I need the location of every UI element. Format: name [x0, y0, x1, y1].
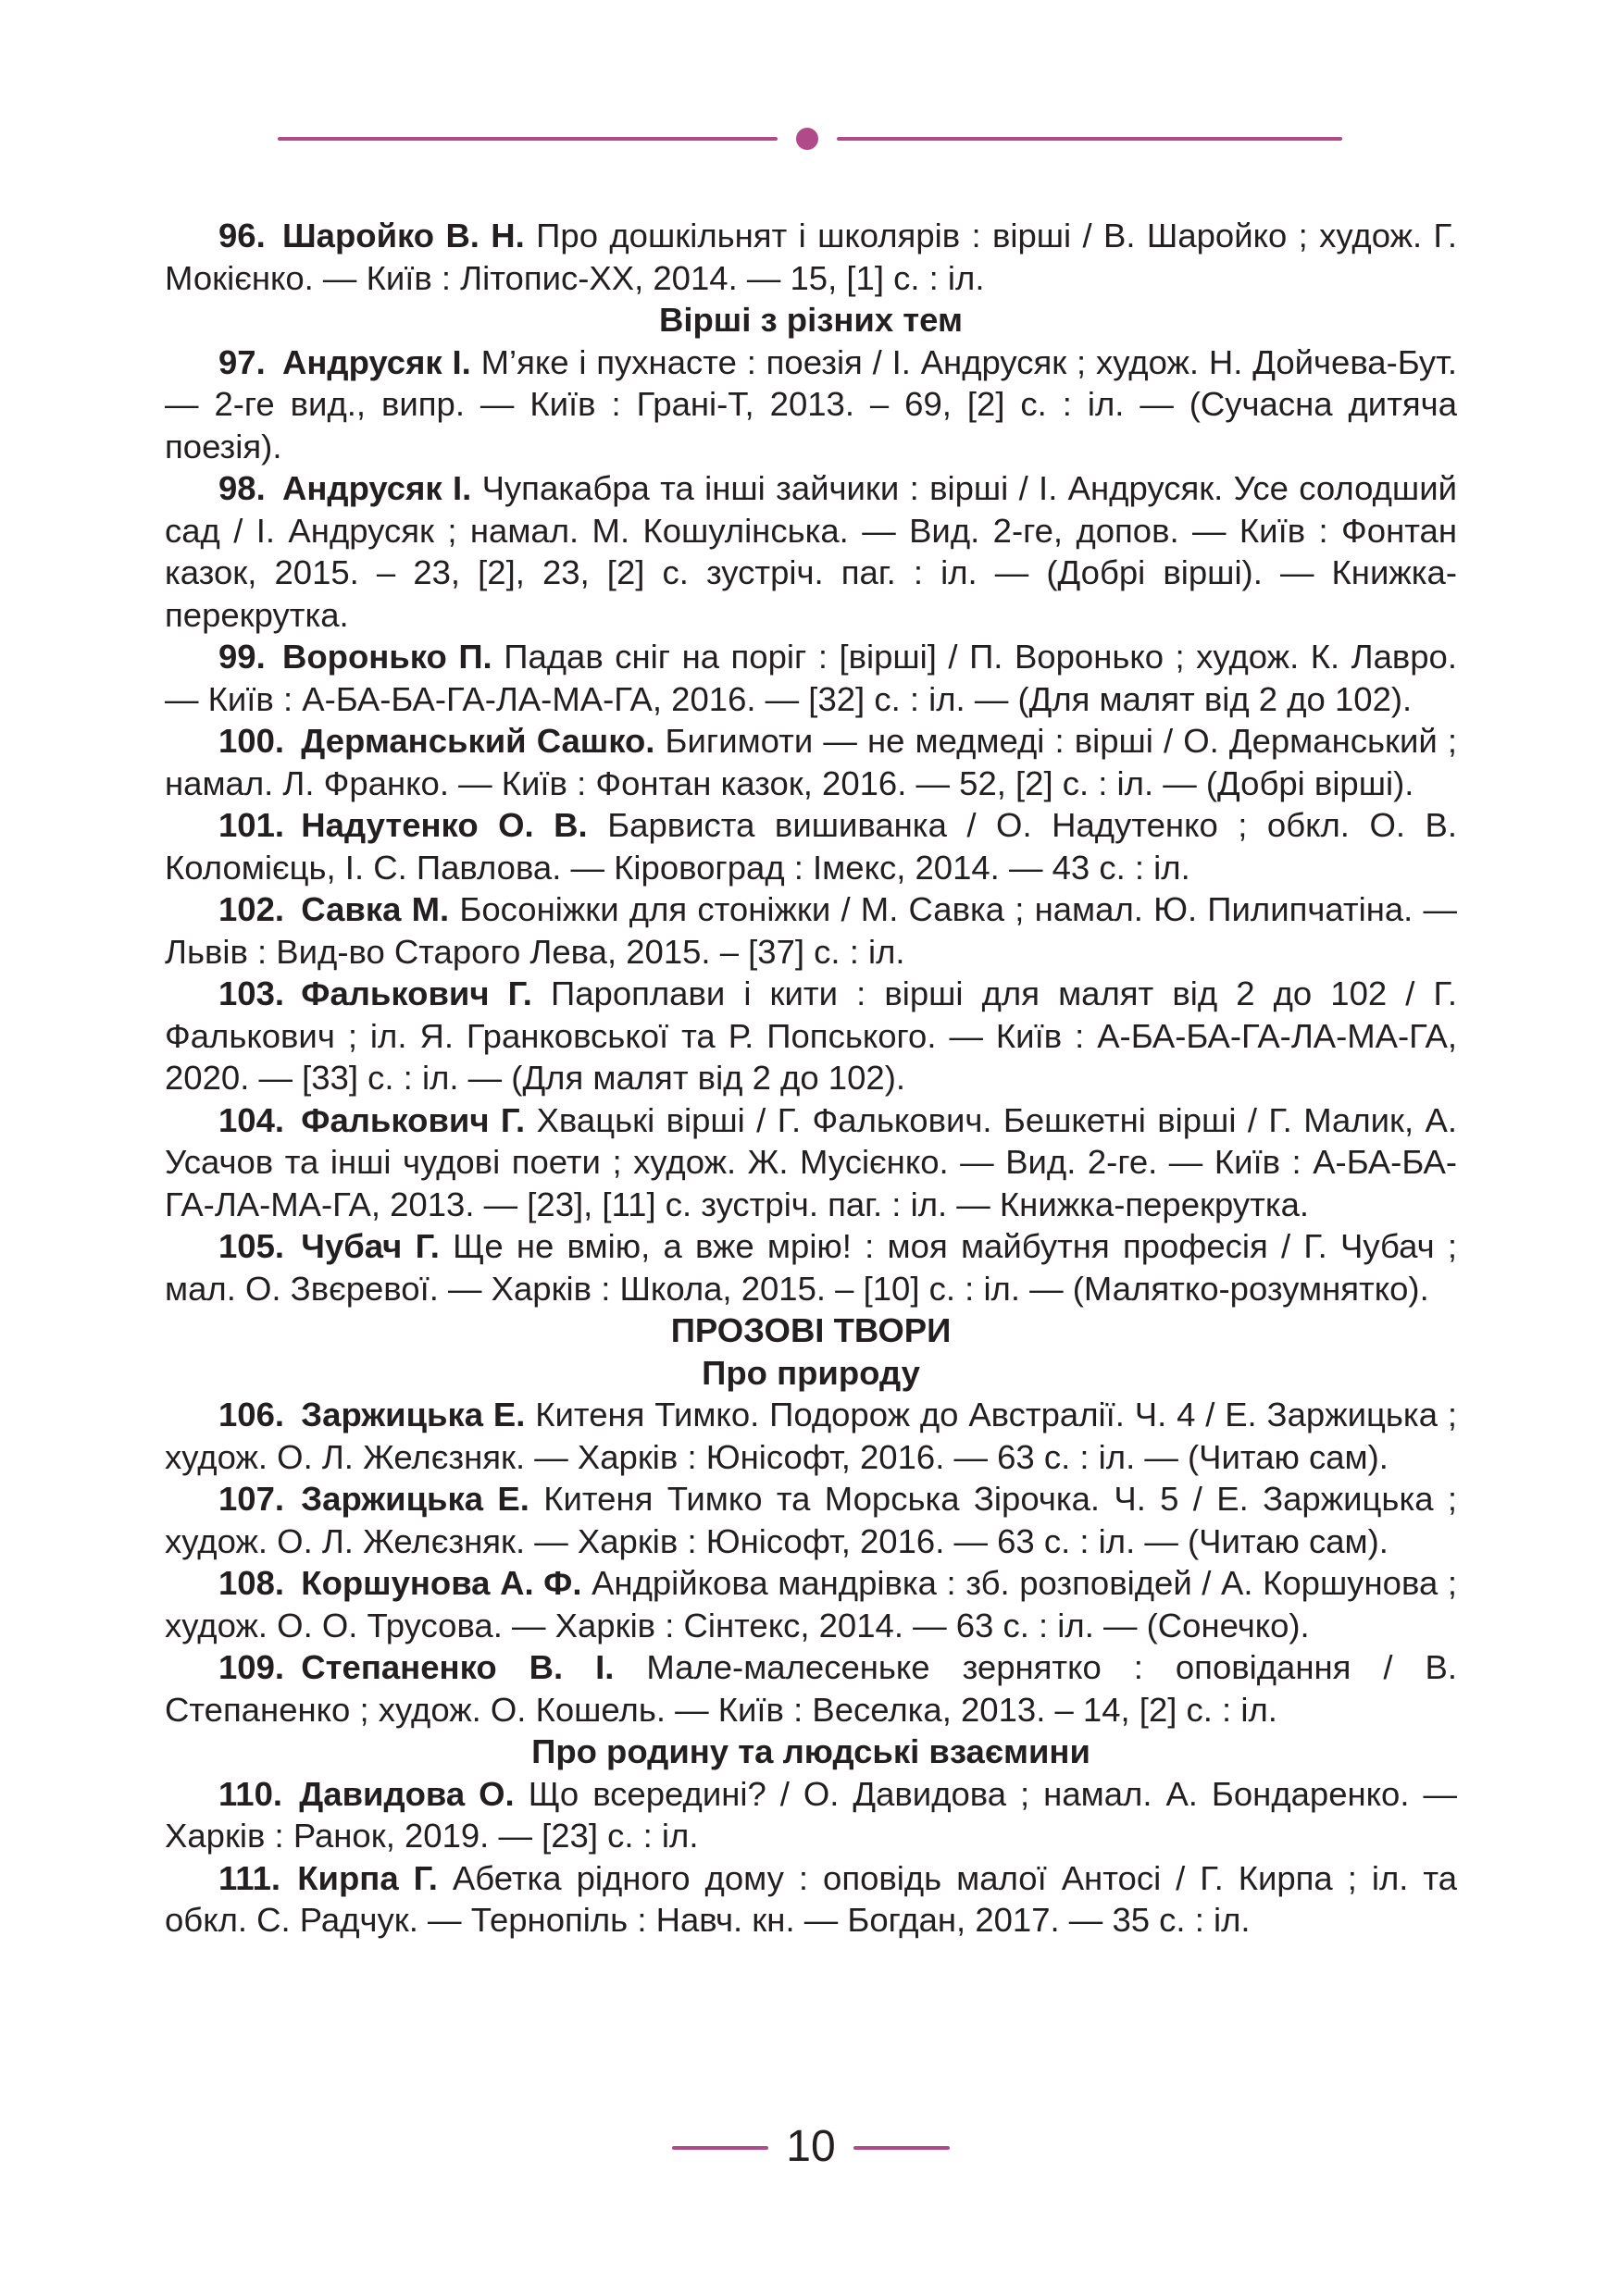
- bibliography-entry: [165, 1099, 1457, 1226]
- entry-description: Падав сніг на поріг : [вірші] / П. Воронько ; худож. К. Лавро. — Київ : А-БА-БА-ГА-ЛА-МА-ГА, 2016. — [32] с. : іл. — (Для малят від 2 до 102).: [165, 638, 1457, 718]
- entry-description: Китеня Тимко та Морська Зірочка. Ч. 5 / Е. Заржицька ; худож. О. Л. Желєзняк. — Харків : Юнісофт, 2016. — 63 с. : іл. — (Читаю сам).: [165, 1480, 1457, 1560]
- entry-number: 109.: [218, 1648, 285, 1686]
- bibliography-entry: [165, 1857, 1457, 1942]
- entry-author: Чубач Г.: [301, 1227, 440, 1265]
- entry-author: Надутенко О. В.: [301, 806, 588, 844]
- entry-author: Андрусяк І.: [282, 342, 471, 381]
- ornament-line-right: [837, 137, 1342, 141]
- entry-description: Пароплави і кити : вірші для малят від 2 до 102 / Г. Фалькович ; іл. Я. Гранковської та Р. Попського. — Київ : А-БА-БА-ГА-ЛА-МА-ГА, 2020. — [33] с. : іл. — (Для малят від 2 до 102).: [165, 974, 1457, 1097]
- entry-author: Давидова О.: [299, 1774, 515, 1813]
- section-heading: ПРОЗОВІ ТВОРИ: [670, 1311, 952, 1349]
- entry-description: Хвацькі вірші / Г. Фалькович. Бешкетні вірші / Г. Малик, А. Усачов та інші чудові поети ; худож. Ж. Мусієнко. — Вид. 2-ге. — Київ : А-БА-БА-ГА-ЛА-МА-ГА, 2013. — [23], [11] с. зустріч. паг. : іл. — Книжка-перекрутка.: [165, 1100, 1457, 1223]
- footer-line-right: [853, 2146, 950, 2150]
- entry-description: М’яке і пухнасте : поезія / І. Андрусяк ; худож. Н. Дойчева-Бут. — 2-ге вид., випр. — Київ : Грані-Т, 2013. – 69, [2] с. : іл. — (Сучасна дитяча поезія).: [165, 342, 1457, 465]
- entry-number: 99.: [218, 638, 266, 676]
- bibliography-entry: [165, 1225, 1457, 1309]
- entry-author: Степаненко В. І.: [301, 1648, 615, 1686]
- entry-description: Про дошкільнят і школярів : вірші / В. Шаройко ; худож. Г. Мокієнко. — Київ : Літопис-ХХ, 2014. — 15, [1] с. : іл.: [165, 217, 1457, 297]
- entry-description: Бигимоти — не медмеді : вірші / О. Дерманський ; намал. Л. Франко. — Київ : Фонтан казок, 2016. — 52, [2] с. : іл. — (Добрі вірші).: [165, 722, 1457, 802]
- entry-group-a: [165, 215, 1457, 299]
- bibliography-entry: [165, 1478, 1457, 1562]
- bibliography-entry: [165, 720, 1457, 804]
- entry-number: 106.: [218, 1396, 285, 1433]
- entry-author: Заржицька Е.: [301, 1480, 529, 1518]
- entry-number: 101.: [218, 806, 285, 844]
- entry-group-b: [165, 341, 1457, 1310]
- bibliography-entry: [165, 1394, 1457, 1478]
- bibliography-entry: [165, 341, 1457, 468]
- entry-number: 96.: [218, 217, 266, 254]
- entry-author: Савка М.: [301, 890, 450, 928]
- entry-description: Мале-малесеньке зернятко : оповідання / В. Степаненко ; худож. О. Кошель. — Київ : Веселка, 2013. – 14, [2] с. : іл.: [165, 1648, 1457, 1729]
- page-footer: [0, 2119, 1619, 2175]
- page-number: 10: [786, 2122, 836, 2171]
- entry-description: Ще не вмію, а вже мрію! : моя майбутня професія / Г. Чубач ; мал. О. Звєревої. — Харків : Школа, 2015. – [10] с. : іл. — (Малятко-розумнятко).: [165, 1227, 1457, 1308]
- entry-author: Андрусяк І.: [282, 469, 472, 507]
- entry-author: Шаройко В. Н.: [282, 217, 525, 254]
- entry-description: Босоніжки для стоніжки / М. Савка ; намал. Ю. Пилипчатіна. — Львів : Вид-во Старого Лева, 2015. – [37] с. : іл.: [165, 890, 1457, 971]
- footer-line-left: [672, 2146, 768, 2150]
- entry-number: 110.: [218, 1774, 283, 1813]
- section-subheading: Про природу: [702, 1353, 920, 1392]
- ornament-dot: [796, 128, 818, 150]
- entry-description: Абетка рідного дому : оповідь малої Антосі / Г. Кирпа ; іл. та обкл. С. Радчук. — Тернопіль : Навч. кн. — Богдан, 2017. — 35 с. : іл.: [165, 1858, 1457, 1939]
- entry-description: Андрійкова мандрівка : зб. розповідей / А. Коршунова ; худож. О. О. Трусова. — Харків : Сінтекс, 2014. — 63 с. : іл. — (Сонечко).: [165, 1564, 1457, 1644]
- entry-description: Барвиста вишиванка / О. Надутенко ; обкл. О. В. Коломієць, І. С. Павлова. — Кіровоград : Імекс, 2014. — 43 с. : іл.: [165, 806, 1457, 887]
- section-heading: Вірші з різних тем: [659, 301, 963, 339]
- entry-description: Чупакабра та інші зайчики : вірші / І. Андрусяк. Усе солодший сад / І. Андрусяк ; намал. М. Кошулінська. — Вид. 2-ге, допов. — Київ : Фонтан казок, 2015. – 23, [2], 23, [2] с. зустріч. паг. : іл. — (Добрі вірші). — Книжка-перекрутка.: [165, 469, 1457, 634]
- entry-number: 102.: [218, 890, 285, 928]
- entry-author: Фалькович Г.: [301, 974, 532, 1012]
- entry-number: 98.: [218, 469, 266, 507]
- entry-number: 108.: [218, 1564, 285, 1602]
- bibliography-list: [165, 215, 1457, 1942]
- bibliography-entry: [165, 467, 1457, 636]
- bibliography-entry: [165, 888, 1457, 973]
- entry-description: Що всередині? / О. Давидова ; намал. А. Бондаренко. — Харків : Ранок, 2019. — [23] с. : іл.: [165, 1774, 1457, 1855]
- entry-author: Дерманський Сашко.: [301, 722, 655, 760]
- ornament-line-left: [278, 137, 778, 141]
- entry-number: 104.: [218, 1100, 285, 1139]
- entry-number: 103.: [218, 974, 285, 1012]
- entry-number: 111.: [218, 1858, 281, 1897]
- entry-number: 105.: [218, 1227, 285, 1265]
- bibliography-entry: [165, 1646, 1457, 1731]
- bibliography-entry: [165, 973, 1457, 1099]
- entry-author: Заржицька Е.: [301, 1396, 526, 1433]
- bibliography-entry: [165, 215, 1457, 299]
- bibliography-entry: [165, 636, 1457, 720]
- section-subheading: Про родину та людські взаємини: [531, 1732, 1090, 1770]
- entry-group-d: [165, 1773, 1457, 1942]
- entry-author: Воронько П.: [282, 638, 492, 676]
- entry-author: Коршунова А. Ф.: [301, 1564, 582, 1602]
- entry-group-c: [165, 1394, 1457, 1731]
- bibliography-entry: [165, 1562, 1457, 1646]
- bibliography-entry: [165, 804, 1457, 888]
- top-ornament: [278, 128, 1342, 150]
- entry-description: Китеня Тимко. Подорож до Австралії. Ч. 4 / Е. Заржицька ; худож. О. Л. Желєзняк. — Харків : Юнісофт, 2016. — 63 с. : іл. — (Читаю сам).: [165, 1396, 1457, 1476]
- entry-author: Фалькович Г.: [301, 1100, 526, 1139]
- entry-number: 97.: [218, 342, 266, 381]
- entry-number: 107.: [218, 1480, 285, 1518]
- entry-author: Кирпа Г.: [297, 1858, 438, 1897]
- entry-number: 100.: [218, 722, 285, 760]
- bibliography-entry: [165, 1773, 1457, 1857]
